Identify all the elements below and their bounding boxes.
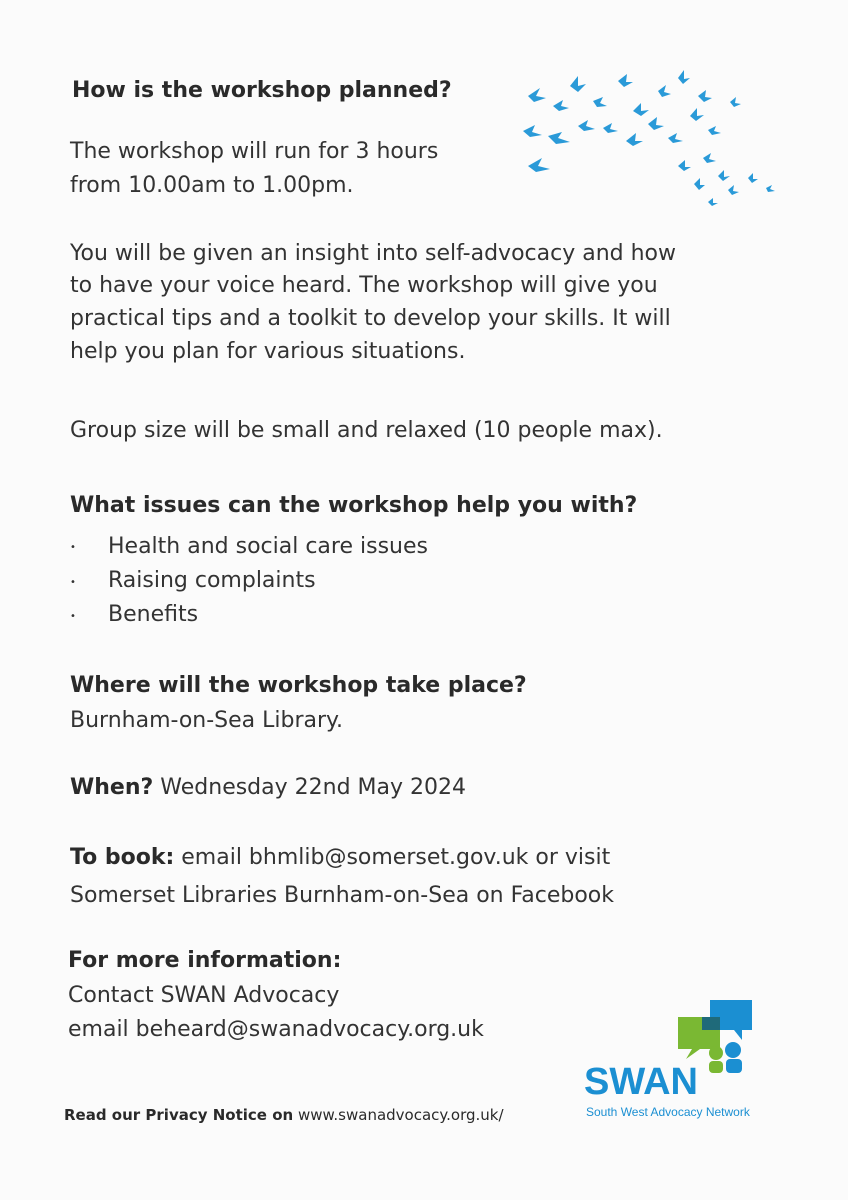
when-row: [70, 775, 466, 800]
location-value: Burnham-on-Sea Library.: [70, 708, 343, 733]
swan-logo: [582, 995, 772, 1123]
booking-line-1: email bhmlib@somerset.gov.uk or visit: [181, 845, 611, 870]
privacy-url[interactable]: www.swanadvocacy.org.uk/: [297, 1106, 504, 1124]
more-info-contact: Contact SWAN Advocacy: [68, 983, 340, 1008]
planned-heading: How is the workshop planned?: [72, 78, 452, 103]
insight-line-3: practical tips and a toolkit to develop your skills. It will: [70, 306, 671, 331]
insight-line-1: You will be given an insight into self-advocacy and how: [70, 241, 676, 266]
issue-item: Health and social care issues: [108, 534, 428, 559]
duration-line-1: The workshop will run for 3 hours: [70, 139, 439, 164]
booking-label: To book:: [70, 845, 175, 870]
bullet-icon: •: [70, 577, 76, 588]
bullet-icon: •: [70, 542, 76, 553]
duration-line-2: from 10.00am to 1.00pm.: [70, 173, 354, 198]
more-info-email: email beheard@swanadvocacy.org.uk: [68, 1017, 484, 1042]
issues-heading: What issues can the workshop help you with?: [70, 493, 638, 518]
flock-of-birds-icon: [508, 66, 788, 216]
group-size-text: Group size will be small and relaxed (10 people max).: [70, 418, 663, 443]
bullet-icon: •: [70, 611, 76, 622]
when-value: Wednesday 22nd May 2024: [160, 775, 467, 800]
logo-tagline: South West Advocacy Network: [586, 1105, 750, 1119]
insight-line-4: help you plan for various situations.: [70, 339, 466, 364]
issue-item: Raising complaints: [108, 568, 316, 593]
privacy-label: Read our Privacy Notice on: [64, 1106, 294, 1124]
more-info-heading: For more information:: [68, 948, 342, 973]
when-label: When?: [70, 775, 154, 800]
insight-line-2: to have your voice heard. The workshop will give you: [70, 273, 658, 298]
booking-row: [70, 845, 610, 870]
logo-wordmark: SWAN: [584, 1061, 698, 1103]
location-heading: Where will the workshop take place?: [70, 673, 527, 698]
booking-line-2: Somerset Libraries Burnham-on-Sea on Facebook: [70, 883, 614, 908]
issue-item: Benefits: [108, 602, 199, 627]
privacy-footer: [64, 1106, 504, 1124]
